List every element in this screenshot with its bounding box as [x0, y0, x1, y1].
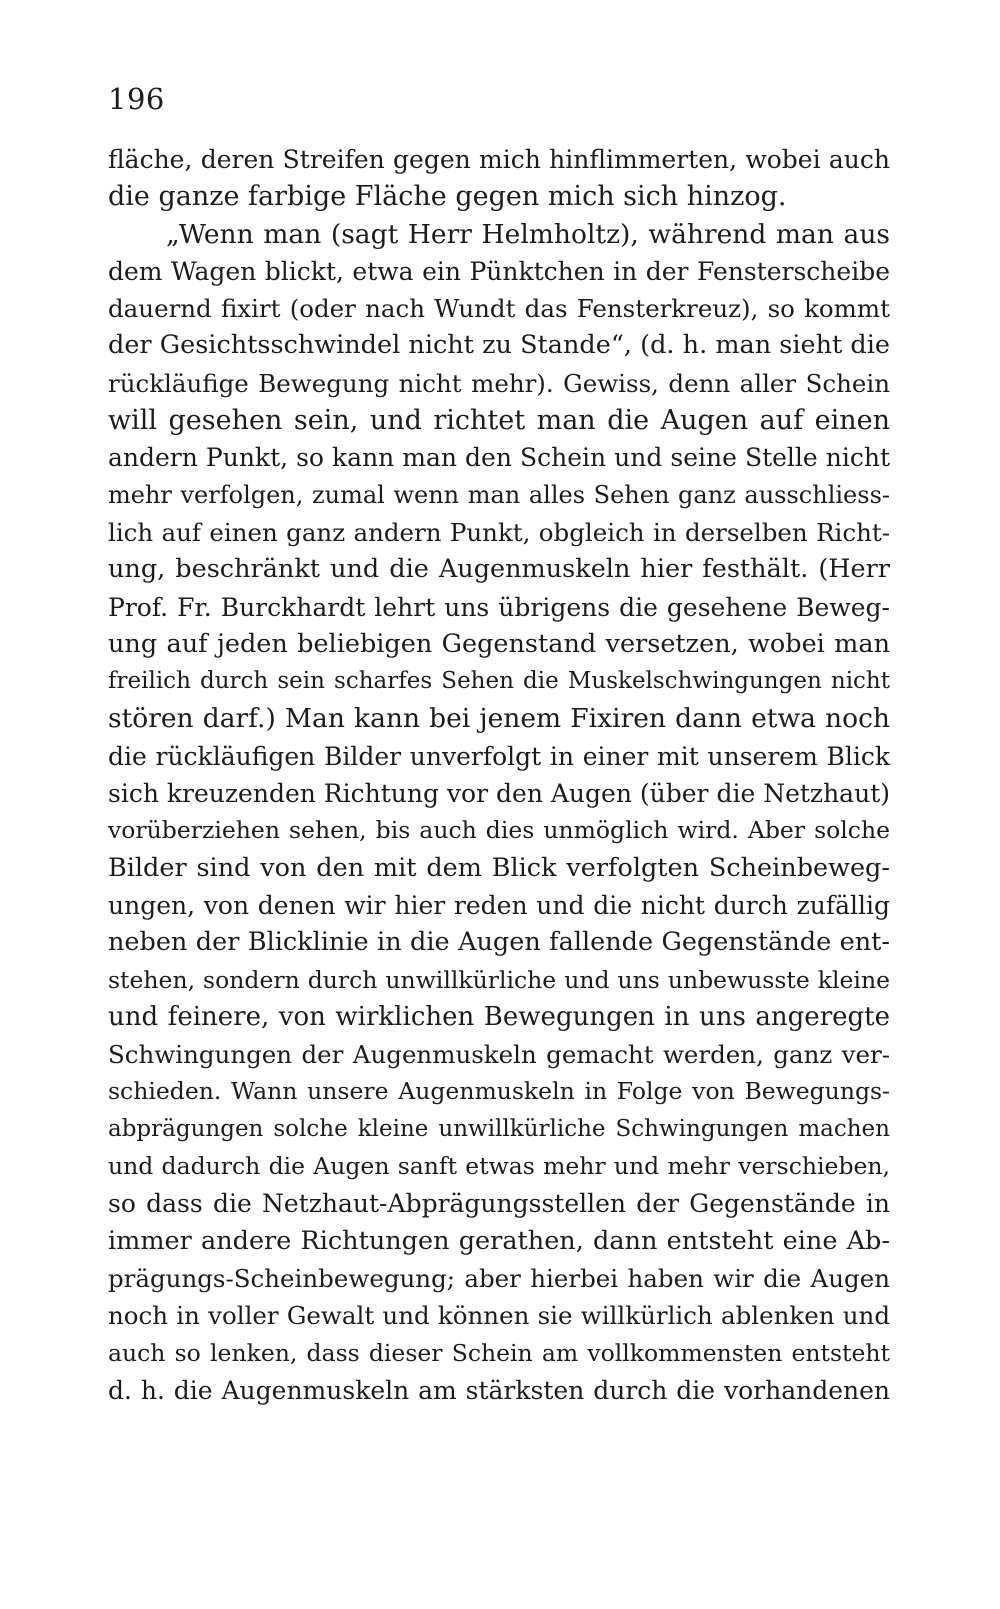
text-line: dauernd fixirt (oder nach Wundt das Fensterkreuz), so kommt: [108, 294, 890, 324]
text-line: „Wenn man (sagt Herr Helmholtz), während man aus: [166, 218, 890, 250]
text-line: mehr verfolgen, zumal wenn man alles Sehen ganz ausschliess-: [108, 480, 890, 509]
text-line: fläche, deren Streifen gegen mich hinflimmerten, wobei auch: [108, 145, 890, 174]
text-line: dem Wagen blickt, etwa ein Pünktchen in der Fensterscheibe: [108, 256, 890, 286]
text-line: neben der Blicklinie in die Augen fallende Gegenstände ent-: [108, 927, 890, 958]
text-line: ung, beschränkt und die Augenmuskeln hier festhält. (Herr: [108, 554, 890, 585]
text-line: stehen, sondern durch unwillkürliche und uns unbewusste kleine: [108, 965, 890, 994]
text-line: und feinere, von wirklichen Bewegungen in uns angeregte: [108, 1001, 890, 1032]
page-number: 196: [108, 82, 165, 116]
text-line: prägungs-Scheinbewegung; aber hierbei haben wir die Augen: [108, 1263, 890, 1293]
text-line: vorüberziehen sehen, bis auch dies unmöglich wird. Aber solche: [108, 816, 890, 845]
text-line: Bilder sind von den mit dem Blick verfolgten Scheinbeweg-: [108, 852, 890, 883]
text-line: stören darf.) Man kann bei jenem Fixiren dann etwa noch: [108, 703, 890, 735]
text-line: der Gesichtsschwindel nicht zu Stande“, (d. h. man sieht die: [108, 330, 890, 361]
text-line: auch so lenken, dass dieser Schein am vollkommensten entsteht: [108, 1338, 890, 1367]
text-line: ung auf jeden beliebigen Gegenstand versetzen, wobei man: [108, 628, 890, 659]
text-line: und dadurch die Augen sanft etwas mehr und mehr verschieben,: [108, 1152, 890, 1181]
text-line: ungen, von denen wir hier reden und die nicht durch zufällig: [108, 890, 890, 920]
text-line: immer andere Richtungen gerathen, dann entsteht eine Ab-: [108, 1225, 890, 1256]
text-line: abprägungen solche kleine unwillkürliche Schwingungen machen: [108, 1115, 890, 1142]
text-line: die ganze farbige Fläche gegen mich sich hinzog.: [108, 181, 787, 213]
text-line: Prof. Fr. Burckhardt lehrt uns übrigens die gesehene Beweg-: [108, 592, 890, 622]
text-line: schieden. Wann unsere Augenmuskeln in Folge von Bewegungs-: [108, 1077, 890, 1106]
text-line: sich kreuzenden Richtung vor den Augen (über die Netzhaut): [108, 779, 890, 809]
text-line: freilich durch sein scharfes Sehen die Muskelschwingungen nicht: [108, 668, 890, 695]
text-line: lich auf einen ganz andern Punkt, obgleich in derselben Richt-: [108, 517, 890, 547]
text-line: so dass die Netzhaut-Abprägungsstellen der Gegenstände in: [108, 1189, 890, 1219]
text-line: rückläufige Bewegung nicht mehr). Gewiss, denn aller Schein: [108, 368, 890, 398]
text-line: Schwingungen der Augenmuskeln gemacht werden, ganz ver-: [108, 1040, 890, 1070]
text-line: die rückläufigen Bilder unverfolgt in einer mit unserem Blick: [108, 741, 890, 771]
text-line: will gesehen sein, und richtet man die Augen auf einen: [108, 405, 890, 437]
text-line: noch in voller Gewalt und können sie willkürlich ablenken und: [108, 1301, 890, 1331]
text-line: d. h. die Augenmuskeln am stärksten durch die vorhandenen: [108, 1375, 890, 1405]
body-text: [108, 141, 890, 1409]
text-line: andern Punkt, so kann man den Schein und seine Stelle nicht: [108, 443, 890, 473]
